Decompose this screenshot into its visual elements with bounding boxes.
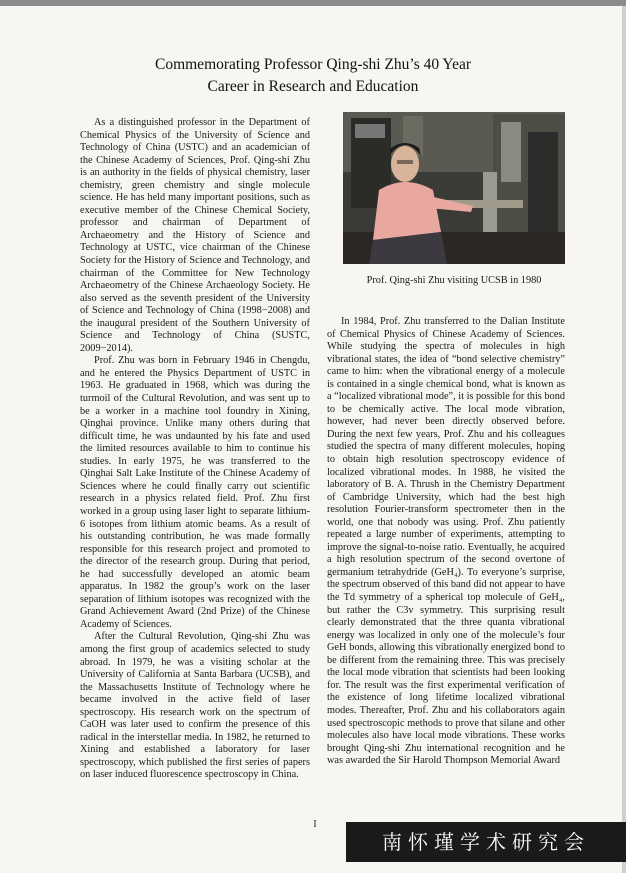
article-title bbox=[60, 54, 566, 98]
photo-caption: Prof. Qing-shi Zhu visiting UCSB in 1980 bbox=[366, 275, 542, 286]
paragraph-early-life: Prof. Zhu was born in February 1946 in Chengdu, and he entered the Physics Department of USTC in 1963. He graduated in 1968, which was during the turmoil of the Cultural Revolution, and was sent up to be a worker in a machine tool foundry in Xining, Qinghai province. Unlike many others during that difficult time, he was undaunted by his fate and used the limited resources available to him to continue his studies. In early 1975, he was transferred to the Qinghai Salt Lake Institute of the Chinese Academy of Sciences where he could finally carry out scientific research in a physics related field. Prof. Zhu first worked in a group using laser light to separate lithium-6 isotopes from lithium atomic beams. As a result of his outstanding contribution, he was made formally responsible for this research project and promoted to the director of the research group. During that period, he had successfully developed an atomic beam apparatus. In 1982 the group’s work on the laser separation of lithium isotopes was recognized with the Grand Achievement Award (2nd Prize) of the Chinese Academy of Sciences. bbox=[80, 355, 310, 630]
right-column bbox=[327, 316, 565, 768]
left-column bbox=[80, 117, 310, 782]
article-title-line-1: Commemorating Professor Qing-shi Zhu’s 40 Year bbox=[154, 56, 471, 73]
paragraph-intro: As a distinguished professor in the Department of Chemical Physics of the University of Science and Technology of China (USTC) and an academician of the Chinese Academy of Sciences, Prof. Qing-shi Zhu is an authority in the fields of physical chemistry, laser chemistry, green chemistry and single molecule science. He has held many important positions, such as executive member of the Chinese Chemical Society, professor and chairman of Department of Archaeometry and the History of Science and Technology at USTC, vice chairman of the Chinese Society for the History of Science and Technology, and chairman of the Committee for New Technology Archaeometry of the Chinese Archaeology Society. He also served as the seventh president of the University of Science and Technology of China (1998−2008) and the inaugural president of the Southern University of Science and Technology of China (SUSTC, 2009−2014). bbox=[80, 117, 310, 354]
paragraph-study-abroad: After the Cultural Revolution, Qing-shi Zhu was among the first group of academics selected to study abroad. In 1979, he was a visiting scholar at the University of California at Santa Barbara (UCSB), and the Massachusetts Institute of Technology where he became involved in the active field of laser spectroscopy. His research work on the spectrum of CaOH was later used to confirm the presence of this radical in the interstellar media. In 1982, he returned to Xining and established a laboratory for laser spectroscopy, which published the first series of papers on laser induced fluorescence spectroscopy in China. bbox=[80, 631, 310, 781]
lab-photo bbox=[343, 112, 565, 264]
scan-right-edge bbox=[622, 6, 626, 873]
paragraph-dalian-research: In 1984, Prof. Zhu transferred to the Dalian Institute of Chemical Physics of Chinese Academy of Sciences. While studying the spectra of molecules in high vibrational states, the idea of “bond selective chemistry” came to him: when the vibrational energy of a molecule is contained in a single chemical bond, what is known as a “localized vibrational mode”, it is possible for this bond to be chemically active. The local mode vibration, however, had never been directly observed before. During the next few years, Prof. Zhu and his colleagues studied the spectra of many different molecules, hoping to obtain high resolution spectroscopy evidence of localized vibrational modes. In 1988, he visited the laboratory of B. A. Thrush in the Chemistry Department of Cambridge University, which had the best high resolution Fourier-transform spectrometer then in the world, one that nobody was using. Prof. Zhu patiently repeated a large number of experiments, attempting to improve the signal-to-noise ratio. Eventually, he acquired a high resolution spectrum of the second overtone of germanium tetrahydride (GeH₄). To everyone’s surprise, the spectrum observed of this band did not appear to have the Td symmetry of a spherical top molecule of GeH₄, but rather the C3v symmetry. This surprising result clearly demonstrated that the three quanta vibrational energy was localized in only one of the molecule’s four GeH bonds, allowing this vibrationally energized bond to be different from the remaining three. This was precisely the local mode vibration that scientists had been looking for. The result was the first experimental verification of the existence of long lifetime localized vibrational modes. Thereafter, Prof. Zhu and his collaborators again used spectroscopic methods to prove that silane and other molecules also have local mode vibrations. These works brought Qing-shi Zhu international recognition and he was awarded the Sir Harold Thompson Memorial Award bbox=[327, 316, 565, 767]
page-number: I bbox=[313, 818, 317, 830]
watermark-banner: 南怀瑾学术研究会 bbox=[346, 822, 626, 862]
article-title-line-2: Career in Research and Education bbox=[207, 78, 419, 95]
